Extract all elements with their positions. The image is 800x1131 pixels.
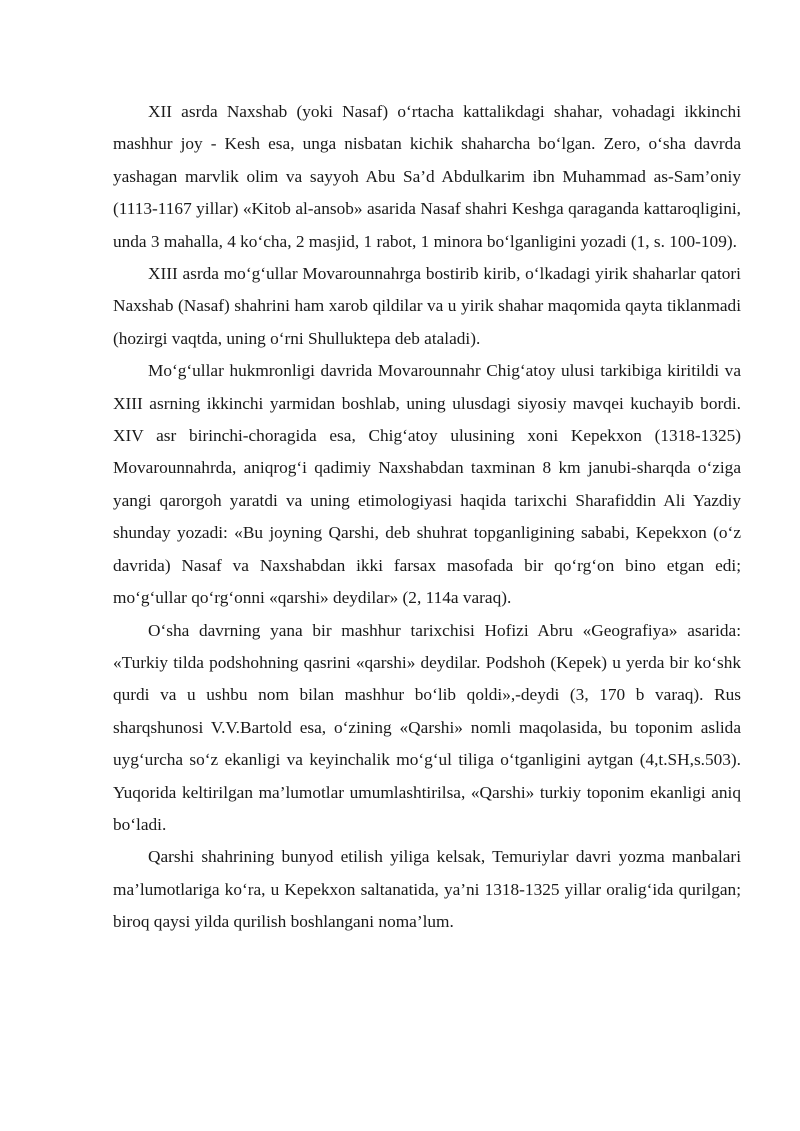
paragraph-4: O‘sha davrning yana bir mashhur tarixchisi Hofizi Abru «Geografiya» asarida: «Turkiy tilda podshohning qasrini «qarshi» deydilar. Podshoh (Kepek) u yerda bir ko‘shk qurdi va u ushbu nom bilan mashhur bo‘lib qoldi»,-deydi (3, 170 b varaq). Rus sharqshunosi V.V.Bartold esa, o‘zining «Qarshi» nomli maqolasida, bu toponim aslida uyg‘urcha so‘z ekanligi va keyinchalik mo‘g‘ul tiliga o‘tganligini aytgan (4,t.SH,s.503). Yuqorida keltirilgan ma’lumotlar umumlashtirilsa, «Qarshi» turkiy toponim ekanligi aniq bo‘ladi.	[113, 620, 741, 834]
paragraph-2: XIII asrda mo‘g‘ullar Movarounnahrga bostirib kirib, o‘lkadagi yirik shaharlar qatori Naxshab (Nasaf) shahrini ham xarob qildilar va u yirik shahar maqomida qayta tiklanmadi (hozirgi vaqtda, uning o‘rni Shulluktepa deb ataladi).	[113, 264, 741, 348]
paragraph-1: XII asrda Naxshab (yoki Nasaf) o‘rtacha kattalikdagi shahar, vohadagi ikkinchi mashhur joy - Kesh esa, unga nisbatan kichik shaharcha bo‘lgan. Zero, o‘sha davrda yashagan marvlik olim va sayyoh Abu Sa’d Abdulkarim ibn Muhammad as-Sam’oniy (1113-1167 yillar) «Kitob al-ansob» asarida Nasaf shahri Keshga qaraganda kattaroqligini, unda 3 mahalla, 4 ko‘cha, 2 masjid, 1 rabot, 1 minora bo‘lganligini yozadi (1, s. 100-109).	[113, 102, 741, 251]
document-page	[113, 96, 741, 939]
paragraph-5: Qarshi shahrining bunyod etilish yiliga kelsak, Temuriylar davri yozma manbalari ma’lumotlariga ko‘ra, u Kepekxon saltanatida, ya’ni 1318-1325 yillar oralig‘ida qurilgan; biroq qaysi yilda qurilish boshlangani noma’lum.	[113, 847, 741, 932]
paragraph-3: Mo‘g‘ullar hukmronligi davrida Movarounnahr Chig‘atoy ulusi tarkibiga kiritildi va XIII asrning ikkinchi yarmidan boshlab, uning ulusdagi siyosiy mavqei kuchayib bordi. XIV asr birinchi-choragida esa, Chig‘atoy ulusining xoni Kepekxon (1318-1325) Movarounnahrda, aniqrog‘i qadimiy Naxshabdan taxminan 8 km janubi-sharqda o‘ziga yangi qarorgoh yaratdi va uning etimologiyasi haqida tarixchi Sharafiddin Ali Yazdiy shunday yozadi: «Bu joyning Qarshi, deb shuhrat topganligining sababi, Kepekxon (o‘z davrida) Nasaf va Naxshabdan ikki farsax masofada bir qo‘rg‘on bino etgan edi; mo‘g‘ullar qo‘rg‘onni «qarshi» deydilar» (2, 114a varaq).	[113, 361, 741, 608]
